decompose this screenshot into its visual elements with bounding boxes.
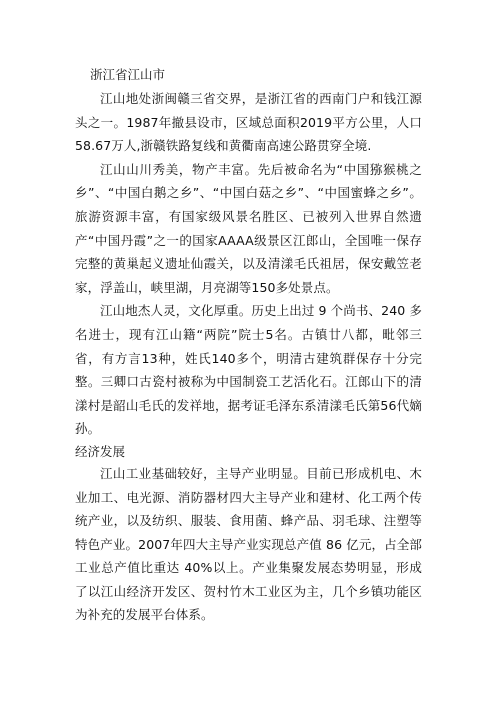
section-heading-economy: 经济发展: [75, 443, 126, 459]
document-title: 浙江省江山市: [90, 67, 166, 82]
paragraph-scenery: 江山山川秀美，物产丰富。先后被命名为“中国猕猴桃之乡”、“中国白鹅之乡”、“中国白菇之乡”、“中国蜜蜂之乡”。旅游资源丰富，有国家级风景名胜区、已被列入世界自然遗产“中国丹霞”之一的国家AAAA级景区江郎山，全国唯一保存完整的黄巢起义遗址仙霞关，以及清漾毛氏祖居，保安戴笠老家，浮盖山，峡里湖，月亮湖等150多处景点。: [75, 161, 422, 295]
paragraph-location: 江山地处浙闽赣三省交界，是浙江省的西南门户和钱江源头之一。1987年撤县设市，区域总面积2019平方公里，人口58.67万人,浙赣铁路复线和黄衢南高速公路贯穿全境.: [75, 91, 422, 154]
paragraph-culture: 江山地杰人灵，文化厚重。历史上出过 9 个尚书、240 多名进士，现有江山籍“两院”院士5名。古镇廿八都，毗邻三省，有方言13种，姓氏140多个，明清古建筑群保存十分完整。三卿口古瓷村被称为中国制瓷工艺活化石。江郎山下的清漾村是韶山毛氏的发祥地，据考证毛泽东系清漾毛氏第56代嫡孙。: [75, 303, 422, 437]
paragraph-industry: 江山工业基础较好，主导产业明显。目前已形成机电、木业加工、电光源、消防器材四大主导产业和建材、化工两个传统产业，以及纺织、服装、食用菌、蜂产品、羽毛球、注塑等特色产业。2007年四大主导产业实现总产值 86 亿元，占全部工业总产值比重达 40%以上。产业集聚发展态势明显，形成了以江山经济开发区、贺村竹木工业区为主，几个乡镇功能区为补充的发展平台体系。: [75, 465, 422, 623]
